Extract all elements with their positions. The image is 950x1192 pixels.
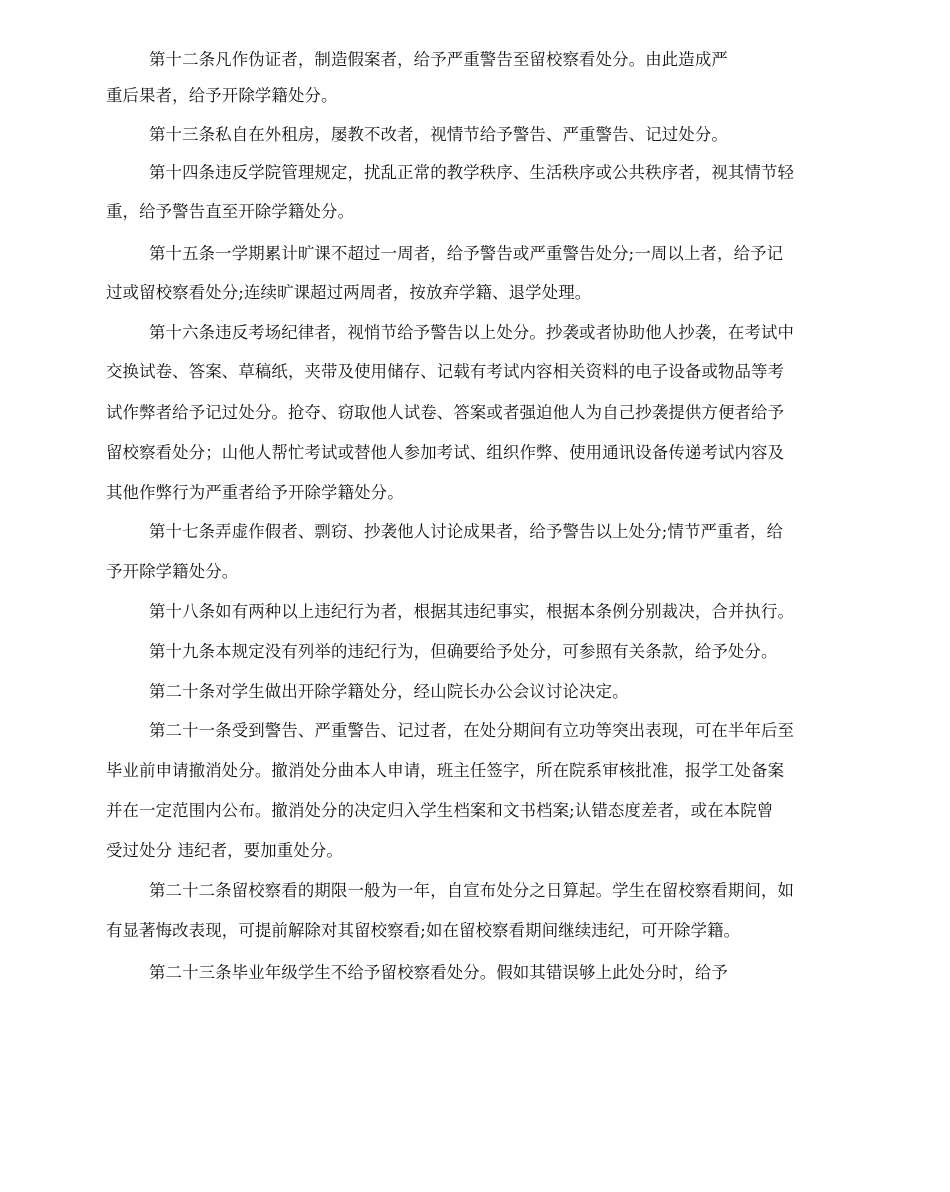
text-line: 重后果者，给予开除学籍处分。 xyxy=(106,86,338,105)
text-line: 第十五条一学期累计旷课不超过一周者，给予警告或严重警告处分;一周以上者，给予记 xyxy=(149,244,784,263)
text-line: 有显著悔改表现，可提前解除对其留校察看;如在留校察看期间继续违纪，可开除学籍。 xyxy=(106,921,741,940)
text-line: 予开除学籍处分。 xyxy=(106,562,239,581)
text-line: 毕业前申请撤消处分。撤消处分曲本人申请，班主任签字，所在院系审核批准，报学工处备案 xyxy=(106,761,785,780)
text-line: 受过处分 违纪者，要加重处分。 xyxy=(106,841,343,860)
text-line: 过或留校察看处分;连续旷课超过两周者，按放弃学籍、退学处理。 xyxy=(106,283,592,302)
text-line: 第二十二条留校察看的期限一般为一年，自宣布处分之日算起。学生在留校察看期间，如 xyxy=(149,881,795,900)
text-line: 重，给予警告直至开除学籍处分。 xyxy=(106,202,355,221)
text-line: 并在一定范围内公布。撤消处分的决定归入学生档案和文书档案;认错态度差者，或在本院曾 xyxy=(106,801,774,820)
text-line: 第十三条私自在外租房，屡教不改者，视情节给予警告、严重警告、记过处分。 xyxy=(149,125,728,144)
text-line: 第十八条如有两种以上违纪行为者，根据其违纪事实，根据本条例分别裁决，合并执行。 xyxy=(149,602,795,621)
text-line: 第十九条本规定没有列举的违纪行为，但确要给予处分，可参照有关条款，给予处分。 xyxy=(149,642,778,661)
text-line: 交换试卷、答案、草稿纸，夹带及使用储存、记载有考试内容相关资料的电子设备或物品等考 xyxy=(106,362,785,381)
text-line: 其他作弊行为严重者给予开除学籍处分。 xyxy=(106,483,404,502)
text-line: 留校察看处分；山他人帮忙考试或替他人参加考试、组织作弊、使用通讯设备传递考试内容及 xyxy=(106,443,785,462)
text-line: 试作弊者给予记过处分。抢夺、窃取他人试卷、答案或者强迫他人为自己抄袭提供方便者给予 xyxy=(106,403,785,422)
text-line: 第十四条违反学院管理规定，扰乱正常的教学秩序、生活秩序或公共秩序者，视其情节轻 xyxy=(149,163,795,182)
text-line: 第二十一条受到警告、严重警告、记过者，在处分期间有立功等突出表现，可在半年后至 xyxy=(149,721,795,740)
text-line: 第二十条对学生做出开除学籍处分，经山院长办公会议讨论决定。 xyxy=(149,682,629,701)
text-line: 第十六条违反考场纪律者，视悄节给予警告以上处分。抄袭或者协助他人抄袭，在考试中 xyxy=(149,323,795,342)
text-line: 第十二条凡作伪证者，制造假案者，给予严重警告至留校察看处分。由此造成严 xyxy=(149,50,728,69)
text-line: 第十七条弄虚作假者、剽窃、抄袭他人讨论成果者，给予警告以上处分;情节严重者，给 xyxy=(149,522,784,541)
text-line: 第二十三条毕业年级学生不给予留校察看处分。假如其错误够上此处分时，给予 xyxy=(149,963,728,982)
